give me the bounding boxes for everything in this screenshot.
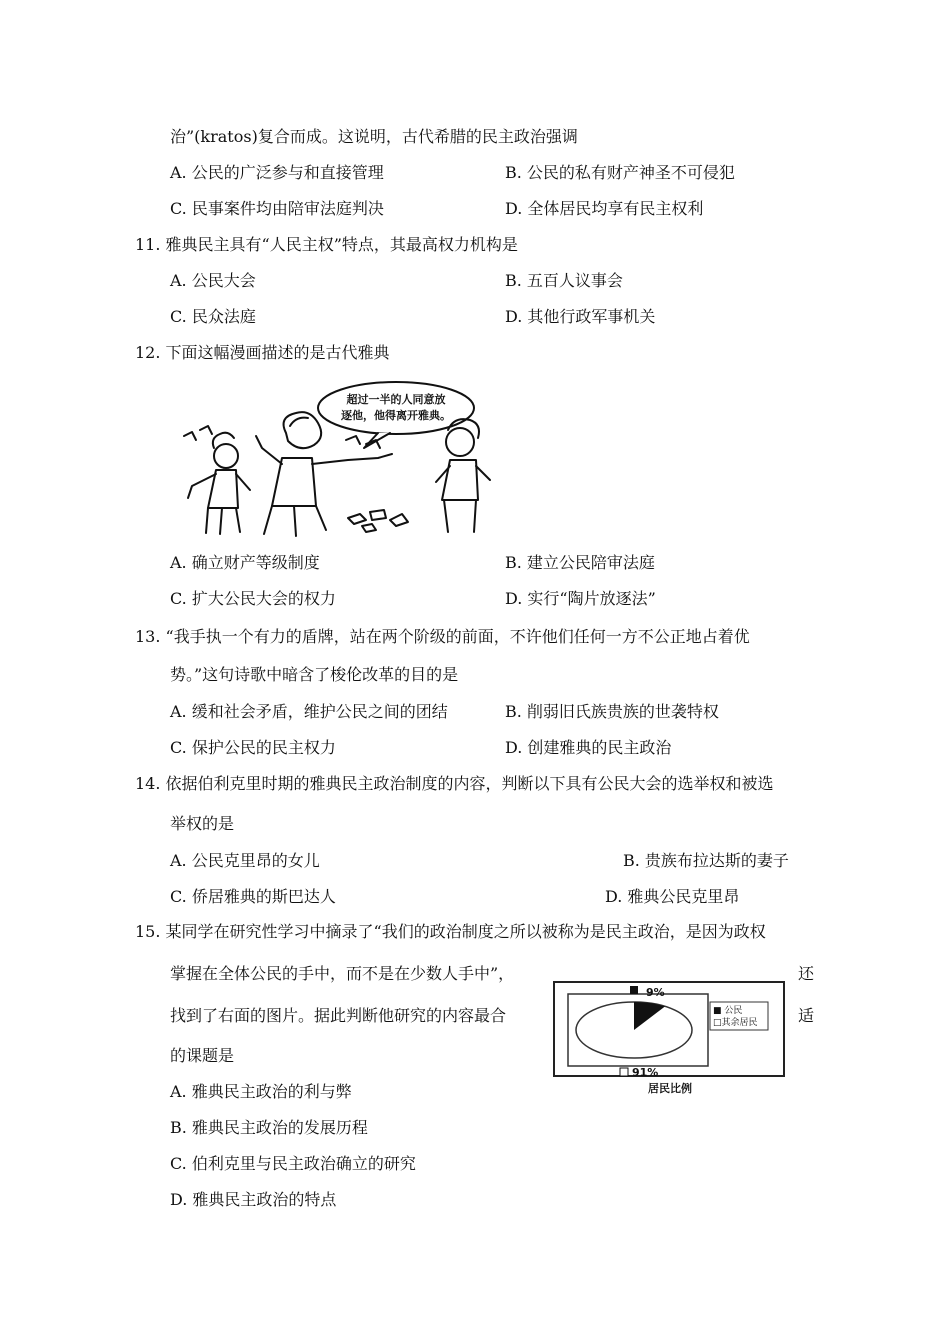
q11-option-c[interactable]: C. 民众法庭 — [170, 307, 256, 326]
pie-label-other: 91% — [632, 1066, 659, 1079]
q12-stem: 12. 下面这幅漫画描述的是古代雅典 — [135, 343, 390, 362]
q10-option-b[interactable]: B. 公民的私有财产神圣不可侵犯 — [505, 163, 735, 182]
q11-option-b[interactable]: B. 五百人议事会 — [505, 271, 623, 290]
q11-stem: 11. 雅典民主具有“人民主权”特点，其最高权力机构是 — [135, 235, 518, 254]
q15-option-a[interactable]: A. 雅典民主政治的利与弊 — [170, 1082, 352, 1101]
speech-text-line-2: 逐他，他得离开雅典。 — [341, 409, 451, 422]
q15-stem-line-3: 找到了右面的图片。据此判断他研究的内容最合 — [170, 1006, 507, 1025]
q14-option-c[interactable]: C. 侨居雅典的斯巴达人 — [170, 887, 336, 906]
q12-option-c[interactable]: C. 扩大公民大会的权力 — [170, 589, 336, 608]
q13-stem-line-1: 13. “我手执一个有力的盾牌，站在两个阶级的前面，不许他们任何一方不公正地占着优 — [135, 627, 750, 646]
q13-option-a[interactable]: A. 缓和社会矛盾，维护公民之间的团结 — [170, 702, 448, 721]
q15-option-b[interactable]: B. 雅典民主政治的发展历程 — [170, 1118, 368, 1137]
q11-option-d[interactable]: D. 其他行政军事机关 — [505, 307, 656, 326]
legend-item-other: □其余居民 — [713, 1018, 758, 1028]
q13-stem-line-2: 势。”这句诗歌中暗含了梭伦改革的目的是 — [170, 665, 459, 684]
q14-option-a[interactable]: A. 公民克里昂的女儿 — [170, 851, 320, 870]
q12-option-a[interactable]: A. 确立财产等级制度 — [170, 553, 320, 572]
citizen-figure-left — [184, 426, 250, 534]
chart-title: 居民比例 — [648, 1082, 692, 1095]
q12-option-d[interactable]: D. 实行“陶片放逐法” — [505, 589, 656, 608]
q10-option-c[interactable]: C. 民事案件均由陪审法庭判决 — [170, 199, 384, 218]
q13-option-c[interactable]: C. 保护公民的民主权力 — [170, 738, 336, 757]
q15-stem-line-2: 掌握在全体公民的手中，而不是在少数人手中”， — [170, 964, 515, 983]
pottery-shards — [348, 510, 408, 532]
ostracism-cartoon — [178, 378, 510, 540]
q10-stem-cont: 治”(kratos)复合而成。这说明，古代希腊的民主政治强调 — [170, 127, 578, 146]
q14-stem-line-2: 举权的是 — [170, 814, 235, 833]
q15-stem-line-4: 的课题是 — [170, 1046, 235, 1065]
q15-option-c[interactable]: C. 伯利克里与民主政治确立的研究 — [170, 1154, 416, 1173]
pie-label-other-marker — [620, 1068, 628, 1076]
q13-option-b[interactable]: B. 削弱旧氏族贵族的世袭特权 — [505, 702, 719, 721]
resident-ratio-pie-chart — [552, 980, 788, 1098]
legend-item-citizen: ■ 公民 — [713, 1006, 743, 1016]
ostracized-figure-right — [436, 419, 490, 532]
q15-stem-line-2-end: 还 — [798, 964, 815, 983]
pie-label-citizen-marker — [630, 986, 638, 994]
q12-option-b[interactable]: B. 建立公民陪审法庭 — [505, 553, 655, 572]
q14-stem-line-1: 14. 依据伯利克里时期的雅典民主政治制度的内容，判断以下具有公民大会的选举权和被选 — [135, 774, 774, 793]
q10-option-d[interactable]: D. 全体居民均享有民主权利 — [505, 199, 704, 218]
q14-option-d[interactable]: D. 雅典公民克里昂 — [605, 887, 740, 906]
q14-option-b[interactable]: B. 贵族布拉达斯的妻子 — [623, 851, 789, 870]
q10-option-a[interactable]: A. 公民的广泛参与和直接管理 — [170, 163, 384, 182]
q13-option-d[interactable]: D. 创建雅典的民主政治 — [505, 738, 672, 757]
q15-stem-line-3-end: 适 — [798, 1006, 815, 1025]
q15-option-d[interactable]: D. 雅典民主政治的特点 — [170, 1190, 337, 1209]
pie-label-citizen: 9% — [646, 986, 665, 999]
speech-text-line-1: 超过一半的人同意放 — [346, 393, 446, 406]
q11-option-a[interactable]: A. 公民大会 — [170, 271, 256, 290]
q15-stem-line-1: 15. 某同学在研究性学习中摘录了“我们的政治制度之所以被称为是民主政治，是因为政权 — [135, 922, 766, 941]
